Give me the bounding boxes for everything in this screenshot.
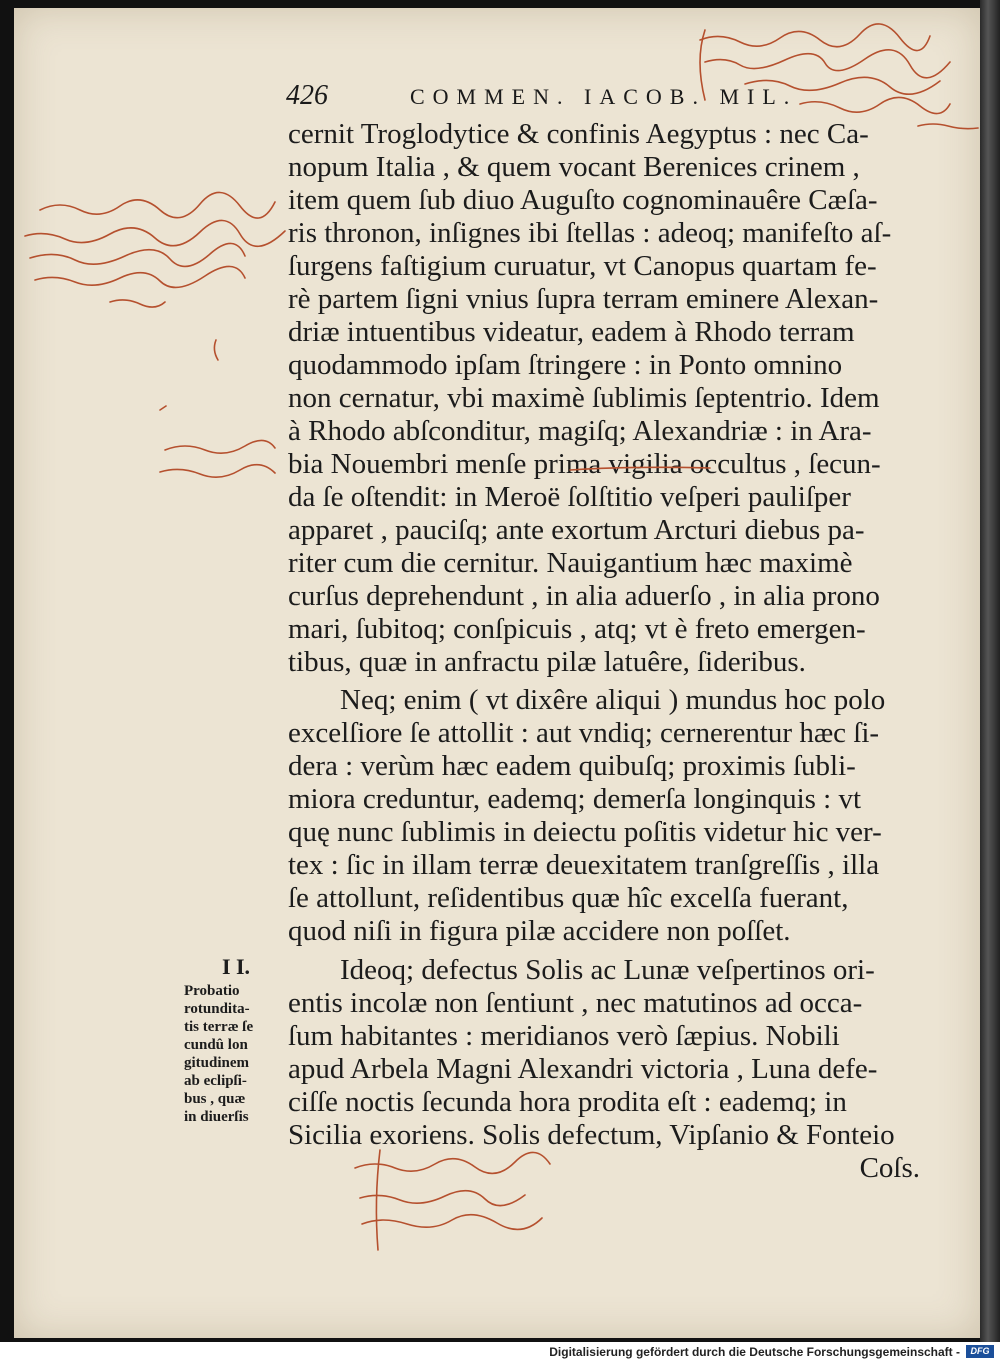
text-line: driæ intuentibus videatur, eadem à Rhodo terram bbox=[288, 316, 855, 348]
text-line: apud Arbela Magni Alexandri victoria , Luna defe- bbox=[288, 1053, 878, 1085]
section-number: I I. bbox=[221, 954, 251, 979]
text-line: dera : verùm hæc eadem quibuſq; proximis ſubli- bbox=[288, 750, 856, 782]
text-line: item quem ſub diuo Auguſto cognominauêre Cæſa- bbox=[288, 184, 878, 216]
running-header bbox=[286, 80, 966, 120]
text-line: quodammodo ipſam ſtringere : in Ponto omnino bbox=[288, 349, 843, 381]
margin-note-line: rotundita- bbox=[184, 1001, 250, 1017]
text-line: Neq; enim ( vt dixêre aliqui ) mundus hoc polo bbox=[340, 684, 886, 716]
text-line: Ideoq; defectus Solis ac Lunæ veſpertinos ori- bbox=[340, 954, 875, 986]
text-line: quę nunc ſublimis in deiectu poſitis videtur hic ver- bbox=[288, 816, 882, 848]
margin-note-line: ab eclipſi- bbox=[184, 1073, 247, 1089]
dfg-logo: DFG bbox=[966, 1345, 994, 1358]
text-line: tex : ſic in illam terræ deuexitatem tranſgreſſis , illa bbox=[288, 849, 880, 881]
text-line: non cernatur, vbi maximè ſublimis ſeptentrio. Idem bbox=[288, 382, 880, 414]
running-title: COMMEN. IACOB. MIL. bbox=[410, 84, 798, 109]
text-line: excelſiore ſe attollit : aut vndiq; cernerentur hæc ſi- bbox=[288, 717, 880, 749]
margin-note-line: bus , quæ bbox=[184, 1091, 246, 1107]
margin-note-line: tis terræ ſe bbox=[184, 1019, 254, 1035]
text-line: mari, ſubitoq; conſpicuis , atq; vt è freto emergen- bbox=[288, 613, 866, 645]
text-line: ſum habitantes : meridianos verò ſæpius. Nobili bbox=[288, 1020, 840, 1052]
text-line: ris thronon, inſignes ibi ſtellas : adeoq; manifeſto aſ- bbox=[288, 217, 892, 249]
text-line: tibus, quæ in anfractu pilæ latuêre, ſideribus. bbox=[288, 646, 806, 678]
text-line: cernit Troglodytice & confinis Aegyptus : nec Ca- bbox=[288, 118, 869, 150]
text-line: quod niſi in figura pilæ accidere non poſſet. bbox=[288, 915, 791, 947]
text-line: miora creduntur, eademq; demerſa longinquis : vt bbox=[288, 783, 862, 815]
text-line: entis incolæ non ſentiunt , nec matutinos ad occa- bbox=[288, 987, 863, 1019]
text-line: ſurgens faſtigium curuatur, vt Canopus quartam fe- bbox=[288, 250, 877, 282]
margin-note-line: Probatio bbox=[184, 983, 240, 999]
text-line: da ſe oſtendit: in Meroë ſolſtitio veſperi pauliſper bbox=[288, 481, 851, 513]
text-line: ciſſe noctis ſecunda hora prodita eſt : eademq; in bbox=[288, 1086, 847, 1118]
footer-bar bbox=[0, 1342, 1000, 1362]
text-line: à Rhodo abſconditur, magiſq; Alexandriæ : in Ara- bbox=[288, 415, 872, 447]
margin-note-line: gitudinem bbox=[184, 1055, 250, 1071]
catchword: Coſs. bbox=[859, 1152, 920, 1184]
text-line: riter cum die cernitur. Nauigantium hæc maximè bbox=[288, 547, 853, 579]
text-line: ſe attollunt, reſidentibus quæ hîc excelſa fuerant, bbox=[288, 882, 849, 914]
margin-note-line: cundû lon bbox=[184, 1037, 248, 1053]
text-line: curſus deprehendunt , in alia aduerſo , in alia prono bbox=[288, 580, 880, 612]
text-line: bia Nouembri menſe prima vigilia occultus , ſecun- bbox=[288, 448, 881, 480]
digitization-credit: Digitalisierung gefördert durch die Deutsche Forschungsgemeinschaft - bbox=[549, 1345, 960, 1359]
text-line: apparet , pauciſq; ante exortum Arcturi diebus pa- bbox=[288, 514, 865, 546]
scan-edge bbox=[980, 0, 1000, 1342]
text-line: rè partem ſigni vnius ſupra terram eminere Alexan- bbox=[288, 283, 879, 315]
text-line: nopum Italia , & quem vocant Berenices crinem , bbox=[288, 151, 860, 183]
text-line: Sicilia exoriens. Solis defectum, Vipſanio & Fonteio bbox=[288, 1119, 895, 1151]
printed-margin-note bbox=[184, 954, 288, 1126]
margin-note-line: in diuerſis bbox=[184, 1109, 249, 1125]
page-number: 426 bbox=[286, 80, 328, 111]
